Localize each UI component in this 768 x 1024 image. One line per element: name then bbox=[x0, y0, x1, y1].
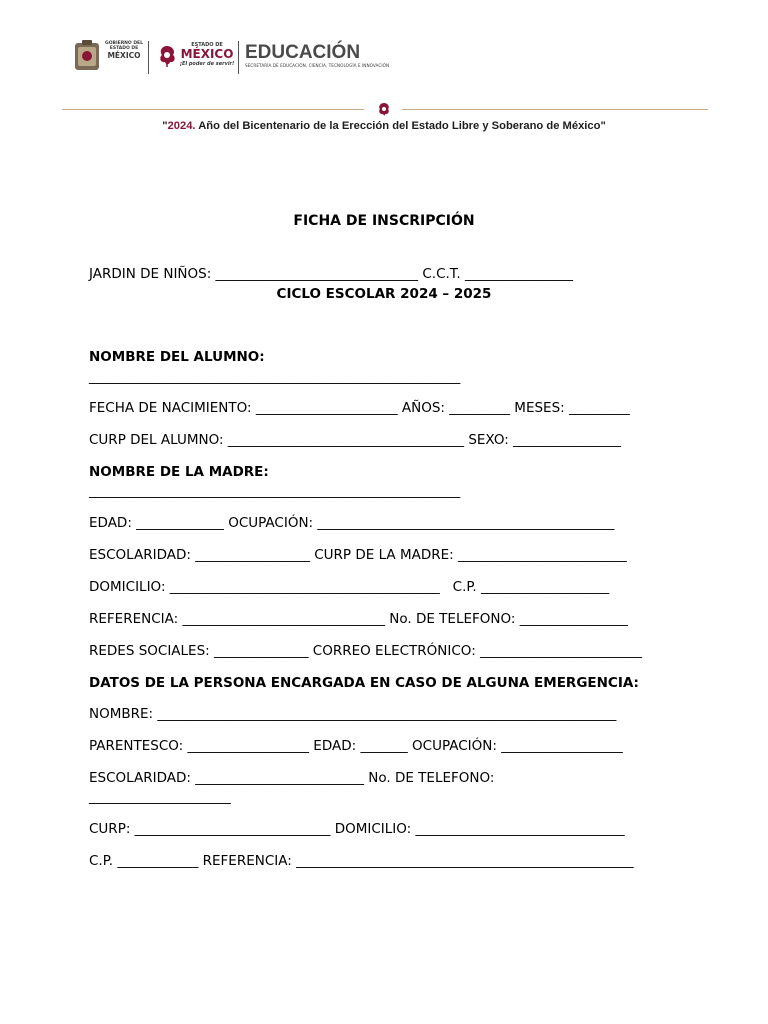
escolaridad-curp-field[interactable]: ESCOLARIDAD: _________________ CURP DE LA MADRE: _________________________ bbox=[89, 547, 627, 563]
domicilio-cp-field[interactable]: DOMICILIO: ________________________________________ C.P. ___________________ bbox=[89, 579, 610, 595]
cp-referencia-field[interactable]: C.P. ____________ REFERENCIA: __________________________________________________ bbox=[89, 853, 634, 869]
nombre-emergencia-field[interactable]: NOMBRE: ____________________________________________________________________ bbox=[89, 706, 617, 722]
educacion-text: EDUCACIÓN bbox=[245, 42, 361, 63]
curp-alumno-field[interactable]: CURP DEL ALUMNO: ___________________________________ SEXO: ________________ bbox=[89, 432, 622, 448]
divider-line-left bbox=[62, 109, 364, 110]
logo-separator bbox=[238, 41, 239, 74]
mexico-text: MÉXICO bbox=[180, 47, 234, 61]
estado-de-text: ESTADO DE bbox=[191, 42, 223, 48]
slogan-text: ¡El poder de servir! bbox=[179, 61, 235, 67]
emergencia-label: DATOS DE LA PERSONA ENCARGADA EN CASO DE ALGUNA EMERGENCIA: bbox=[89, 675, 639, 691]
motto-year: 2024. bbox=[167, 120, 196, 132]
educacion-logo-text bbox=[245, 42, 435, 69]
nombre-madre-label: NOMBRE DE LA MADRE: bbox=[89, 464, 269, 480]
ciclo-escolar: CICLO ESCOLAR 2024 – 2025 bbox=[276, 286, 492, 302]
divider-line-right bbox=[402, 109, 708, 110]
gobierno-line-3: MÉXICO bbox=[107, 51, 141, 60]
logo-separator bbox=[148, 41, 149, 74]
referencia-telefono-field[interactable]: REFERENCIA: ______________________________ No. DE TELEFONO: ________________ bbox=[89, 611, 628, 627]
state-seal-icon bbox=[74, 40, 100, 72]
escolaridad-telefono-field[interactable]: ESCOLARIDAD: _________________________ No. DE TELEFONO: bbox=[89, 770, 495, 786]
nombre-alumno-field[interactable]: _______________________________________________________ bbox=[89, 369, 461, 385]
nombre-alumno-label: NOMBRE DEL ALUMNO: bbox=[89, 349, 265, 365]
flower-emblem-icon bbox=[374, 100, 394, 118]
edad-ocupacion-field[interactable]: EDAD: _____________ OCUPACIÓN: ____________________________________________ bbox=[89, 515, 615, 531]
header-logos bbox=[72, 38, 432, 78]
estado-mexico-logo-text bbox=[176, 42, 238, 68]
header-divider bbox=[62, 100, 708, 120]
gobierno-text bbox=[104, 41, 144, 60]
motto-quote: " bbox=[162, 120, 168, 132]
fecha-nacimiento-field[interactable]: FECHA DE NACIMIENTO: _____________________ AÑOS: _________ MESES: _________ bbox=[89, 400, 630, 416]
year-motto bbox=[0, 120, 768, 132]
nombre-madre-field[interactable]: _______________________________________________________ bbox=[89, 483, 461, 499]
form-title: FICHA DE INSCRIPCIÓN bbox=[293, 213, 475, 229]
jardin-field[interactable]: JARDIN DE NIÑOS: ______________________________ C.C.T. ________________ bbox=[89, 266, 574, 282]
parentesco-field[interactable]: PARENTESCO: __________________ EDAD: _______ OCUPACIÓN: __________________ bbox=[89, 738, 623, 754]
telefono-line-field[interactable]: _____________________ bbox=[89, 789, 231, 805]
gobierno-line-1: GOBIERNO DEL bbox=[105, 41, 143, 46]
redes-correo-field[interactable]: REDES SOCIALES: ______________ CORREO ELECTRÓNICO: ________________________ bbox=[89, 643, 643, 659]
motto-text: Año del Bicentenario de la Erección del Estado Libre y Soberano de México" bbox=[195, 120, 606, 132]
gobierno-line-2: ESTADO DE bbox=[109, 46, 139, 51]
secretaria-text: SECRETARÍA DE EDUCACIÓN, CIENCIA, TECNOLOGÍA E INNOVACIÓN bbox=[245, 63, 390, 68]
curp-domicilio-field[interactable]: CURP: _____________________________ DOMICILIO: _______________________________ bbox=[89, 821, 625, 837]
